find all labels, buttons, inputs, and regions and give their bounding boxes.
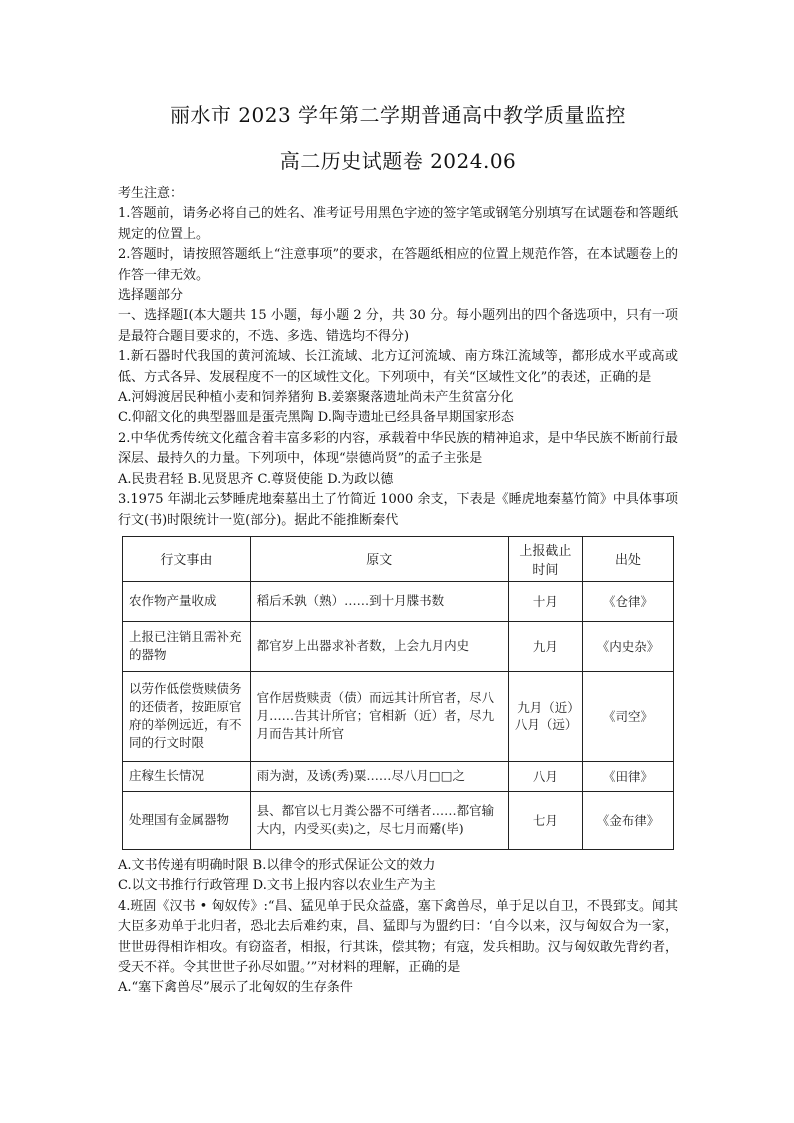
table-row bbox=[123, 581, 674, 621]
table-cell-text: 雨为澍，及诱(秀)粟……尽八月□□之 bbox=[250, 761, 508, 791]
table-cell-text: 都官岁上出器求补者数，上会九月内史 bbox=[250, 621, 508, 671]
table-cell-deadline: 八月 bbox=[508, 761, 582, 791]
table-cell-deadline: 九月 bbox=[508, 621, 582, 671]
table-cell-text: 官作居赀赎责（债）而远其计所官者，尽八月……告其计所官；官相新（近）者，尽九月而告其计所官 bbox=[250, 671, 508, 761]
table-cell-source: 《司空》 bbox=[582, 671, 673, 761]
question-1-options-ab: A.河姆渡居民种植小麦和饲养猪狗 B.姜寨聚落遗址尚未产生贫富分化 bbox=[118, 390, 514, 406]
table-header-row bbox=[123, 536, 674, 581]
table-cell-deadline: 九月（近）八月（远） bbox=[508, 671, 582, 761]
question-3-stem: 3.1975 年湖北云梦睡虎地秦墓出土了竹简近 1000 余支，下表是《睡虎地秦墓竹简》中具体事项行文(书)时限统计一览(部分)。据此不能推断秦代 bbox=[118, 492, 678, 528]
table-cell-text: 县、都官以七月粪公器不可缮者……都官输大内，内受买(卖)之，尽七月而觱(毕) bbox=[250, 791, 508, 849]
table-cell-deadline: 七月 bbox=[508, 791, 582, 849]
table-header-cell: 原文 bbox=[250, 536, 508, 581]
question-1-stem: 1.新石器时代我国的黄河流域、长江流域、北方辽河流域、南方珠江流域等，都形成水平或高或低、方式各异、发展程度不一的区域性文化。下列项中，有关“区域性文化”的表述，正确的是 bbox=[118, 349, 678, 385]
notice-heading: 考生注意： bbox=[118, 186, 184, 201]
table-cell-matter: 上报已注销且需补充的器物 bbox=[123, 621, 251, 671]
question-3-options-ab: A.文书传递有明确时限 B.以律令的形式保证公文的效力 bbox=[118, 857, 436, 873]
question-2-options: A.民贵君轻 B.见贤思齐 C.尊贤使能 D.为政以德 bbox=[118, 471, 394, 487]
table-cell-text: 稻后禾孰（熟）……到十月牒书数 bbox=[250, 581, 508, 621]
table-header-cell: 上报截止时间 bbox=[508, 536, 582, 581]
table-row bbox=[123, 761, 674, 791]
question-4-option-a: A.“塞下禽兽尽”展示了北匈奴的生存条件 bbox=[118, 980, 353, 996]
notice-item-1: 1.答题前，请务必将自己的姓名、准考证号用黑色字迹的签字笔或钢笔分别填写在试题卷和答题纸规定的位置上。 bbox=[118, 206, 678, 242]
table-cell-source: 《金布律》 bbox=[582, 791, 673, 849]
notice-item-2: 2.答题时，请按照答题纸上“注意事项”的要求，在答题纸相应的位置上规范作答，在本试题卷上的作答一律无效。 bbox=[118, 247, 678, 283]
table-cell-matter: 农作物产量收成 bbox=[123, 581, 251, 621]
table-cell-source: 《仓律》 bbox=[582, 581, 673, 621]
question-4-stem: 4.班固《汉书 • 匈奴传》:“昌、猛见单于民众益盛，塞下禽兽尽，单于足以自卫，不畏郅支。闻其大臣多劝单于北归者，恐北去后难约束，昌、猛即与为盟约曰：‘自今以来，汉与匈奴合为一家，世世毋得相诈相攻。有窃盗者，相报，行其诛，偿其物；有寇，发兵相助。汉与匈奴敢先背约者，受天不祥。令其世世子孙尽如盟。’”对材料的理解，正确的是 bbox=[118, 898, 678, 975]
table-header-cell: 行文事由 bbox=[123, 536, 251, 581]
exam-page bbox=[118, 100, 678, 999]
table-cell-matter: 以劳作低偿赀赎债务的还债者，按距原官府的举例远近，有不同的行文时限 bbox=[123, 671, 251, 761]
exam-title: 丽水市 2023 学年第二学期普通高中教学质量监控 bbox=[169, 103, 627, 127]
table-cell-deadline: 十月 bbox=[508, 581, 582, 621]
section-instructions: 一、选择题Ⅰ(本大题共 15 小题，每小题 2 分，共 30 分。每小题列出的四个备选项中，只有一项是最符合题目要求的，不选、多选、错选均不得分) bbox=[118, 308, 678, 344]
table-row bbox=[123, 671, 674, 761]
table-cell-matter: 处理国有金属器物 bbox=[123, 791, 251, 849]
exam-subtitle: 高二历史试题卷 2024.06 bbox=[279, 149, 517, 173]
table-cell-source: 《田律》 bbox=[582, 761, 673, 791]
bamboo-slips-table bbox=[122, 536, 674, 850]
question-3-options-cd: C.以文书推行行政管理 D.文书上报内容以农业生产为主 bbox=[118, 878, 436, 894]
table-cell-source: 《内史杂》 bbox=[582, 621, 673, 671]
table-row bbox=[123, 621, 674, 671]
question-1-options-cd: C.仰韶文化的典型器皿是蛋壳黑陶 D.陶寺遗址已经具备早期国家形态 bbox=[118, 410, 514, 426]
section-label: 选择题部分 bbox=[118, 288, 184, 304]
question-2-stem: 2.中华优秀传统文化蕴含着丰富多彩的内容，承载着中华民族的精神追求，是中华民族不断前行最深层、最持久的力量。下列项中，体现“崇德尚贤”的孟子主张是 bbox=[118, 430, 678, 467]
table-row bbox=[123, 791, 674, 849]
table-header-cell: 出处 bbox=[582, 536, 673, 581]
table-cell-matter: 庄稼生长情况 bbox=[123, 761, 251, 791]
